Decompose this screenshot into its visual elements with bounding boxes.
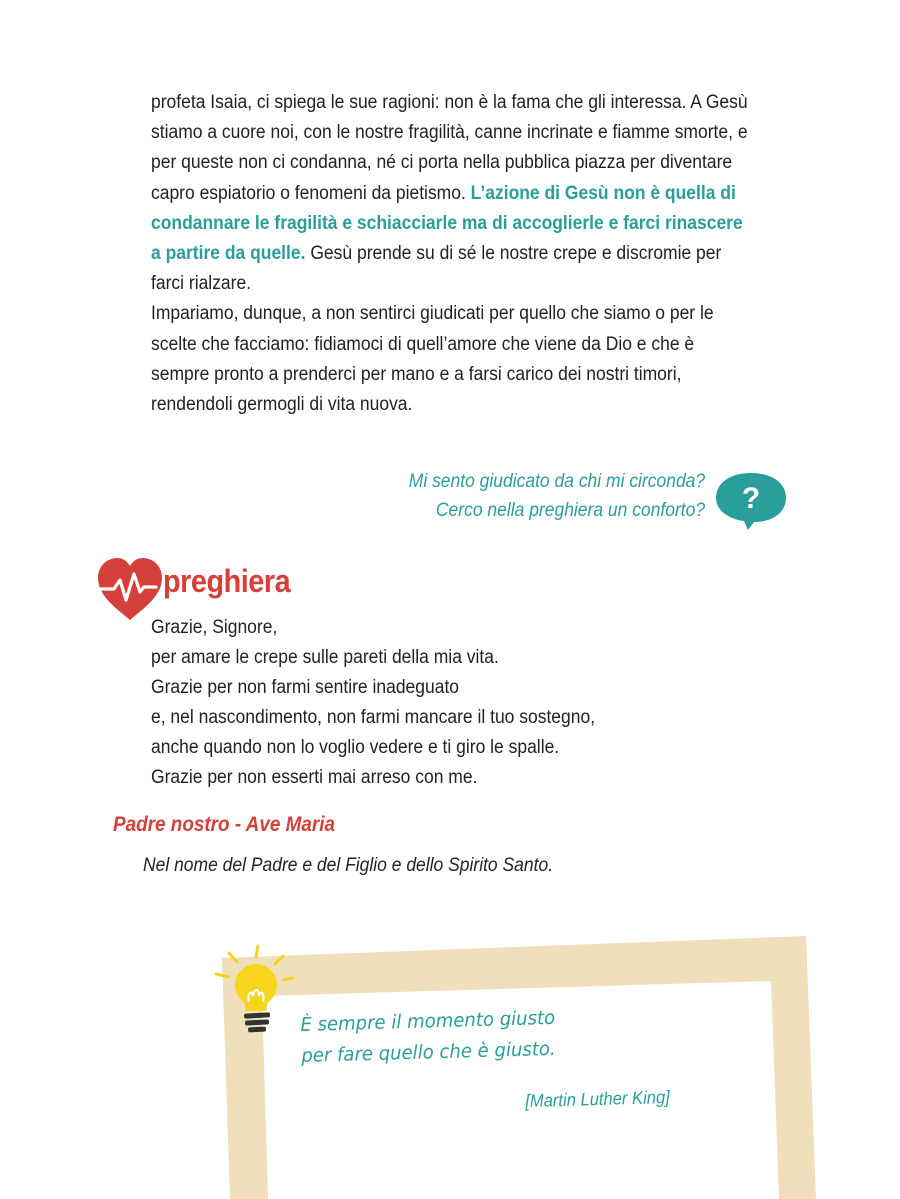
prayer-line: Grazie per non esserti mai arreso con me. bbox=[151, 767, 478, 788]
prayer-line: Grazie per non farmi sentire inadeguato bbox=[151, 677, 460, 698]
prayer-line: anche quando non lo voglio vedere e ti giro le spalle. bbox=[151, 737, 560, 758]
quote-line-1: È sempre il momento giusto bbox=[300, 1006, 556, 1036]
quote-line-2: per fare quello che è giusto. bbox=[300, 1037, 556, 1067]
lightbulb-icon bbox=[205, 940, 305, 1040]
question-2: Cerco nella preghiera un conforto? bbox=[435, 500, 705, 521]
reflection-text-before: profeta Isaia, ci spiega le sue ragioni: non è la fama che gli interessa. A Gesù stiamo a cuore noi, con le nostre fragilità, canne incrinate e fiamme smorte, e per queste non ci condanna, né ci porta nella pubblica piazza per diventare capro espiatorio o fenomeni da pietismo. bbox=[151, 92, 748, 204]
blessing: Nel nome del Padre e del Figlio e dello Spirito Santo. bbox=[143, 855, 554, 876]
reflection-highlight: L’azione di Gesù non è quella di condannare le fragilità e schiacciarle ma di accoglierle e farci rinascere a partire da quelle. bbox=[151, 182, 743, 265]
prayer-title: preghiera bbox=[163, 563, 291, 599]
prayer-line: per amare le crepe sulle pareti della mia vita. bbox=[151, 647, 499, 668]
question-mark: ? bbox=[741, 482, 761, 515]
question-1: Mi sento giudicato da chi mi circonda? bbox=[408, 471, 705, 492]
prayer-line: Grazie, Signore, bbox=[151, 617, 278, 638]
reflection-paragraph-2: Impariamo, dunque, a non sentirci giudicati per quello che siamo o per le scelte che facciamo: fidiamoci di quell’amore che viene da Dio e che è sempre pronto a prenderci per mano e a farsi carico dei nostri timori, rendendoli germogli di vita nuova. bbox=[151, 303, 714, 416]
prayer-line: e, nel nascondimento, non farmi mancare il tuo sostegno, bbox=[151, 707, 596, 728]
reflection-text-after: Gesù prende su di sé le nostre crepe e discromie per farci rialzare. bbox=[151, 243, 722, 295]
quote-text bbox=[300, 1003, 556, 1072]
closing-prayers: Padre nostro - Ave Maria bbox=[113, 813, 335, 836]
quote-author: [Martin Luther King] bbox=[525, 1086, 671, 1111]
